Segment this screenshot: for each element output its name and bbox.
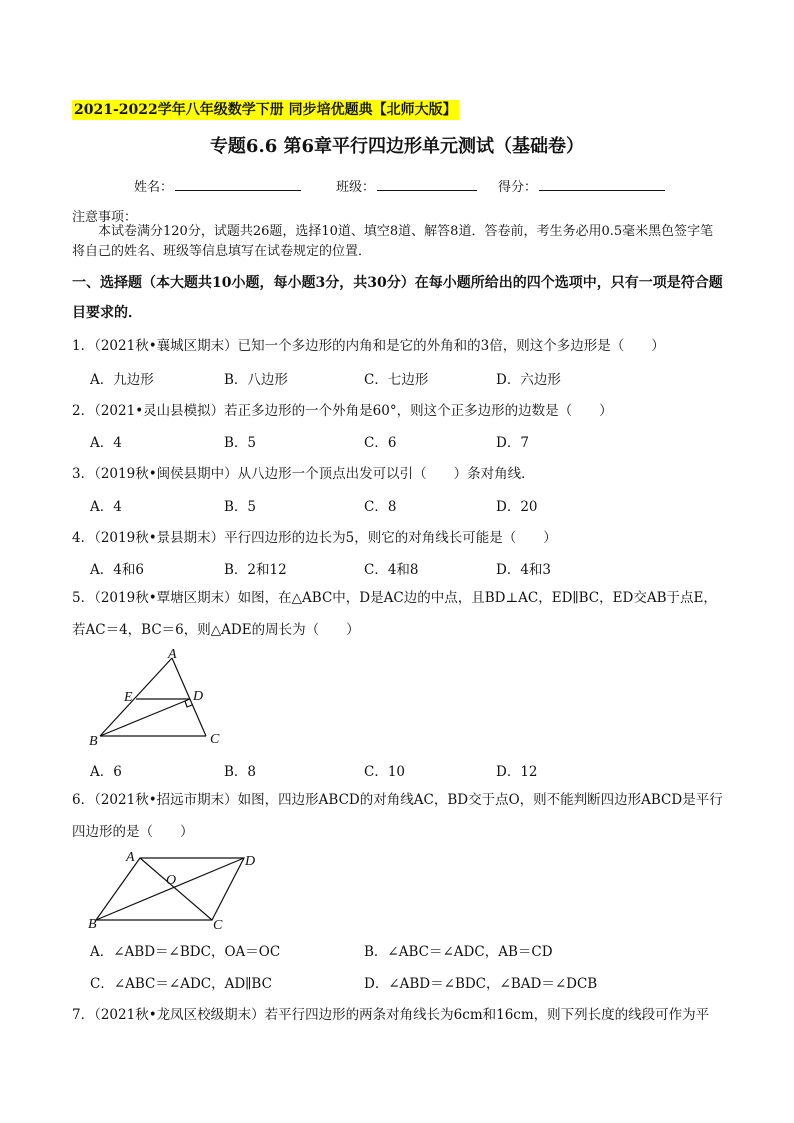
question-2 <box>72 399 613 419</box>
option-c: C．∠ABC＝∠ADC，AD∥BC <box>90 976 272 992</box>
option-a: A．九边形 <box>90 372 154 388</box>
class-field <box>336 176 477 195</box>
section-heading: 一、选择题（本大题共10小题，每小题3分，共30分）在每小题所给出的四个选项中，只有一项是符合题目要求的． <box>72 275 723 321</box>
class-label: 班级： <box>336 180 376 195</box>
question-number: 4． <box>72 530 95 546</box>
question-stem: 平行四边形的边长为5，则它的对角线长可能是（ ） <box>224 530 557 546</box>
notes-body: 本试卷满分120分，试题共26题，选择10道、填空8道、解答8道．答卷前，考生务必用0.5毫米黑色签字笔将自己的姓名、班级等信息填写在试卷规定的位置． <box>72 224 714 259</box>
option-c: C．七边形 <box>364 372 429 388</box>
diagonal-ac <box>140 858 212 920</box>
question-6 <box>72 784 726 848</box>
option-d: D．4和3 <box>496 562 552 578</box>
question-5 <box>72 582 726 646</box>
question-number: 5． <box>72 590 95 606</box>
label-a: A <box>126 850 135 865</box>
option-b: B．5 <box>224 435 257 451</box>
label-b: B <box>89 734 98 749</box>
option-d: D．∠ABD＝∠BDC，∠BAD＝∠DCB <box>364 976 598 992</box>
option-d: D．六边形 <box>496 372 561 388</box>
score-field <box>498 176 665 195</box>
notes-heading: 注意事项： <box>72 210 138 225</box>
option-c: C．4和8 <box>364 562 419 578</box>
option-c: C．10 <box>364 764 406 780</box>
series-banner: 2021-2022学年八年级数学下册 同步培优题典【北师大版】 <box>74 102 457 118</box>
label-d: D <box>193 689 204 704</box>
question-number: 3． <box>72 466 95 482</box>
question-number: 6． <box>72 792 95 808</box>
label-o: O <box>166 873 177 888</box>
class-blank <box>377 180 477 191</box>
question-1 <box>72 334 665 354</box>
option-d: D．7 <box>496 435 529 451</box>
name-field <box>134 176 301 195</box>
option-b: B．8 <box>224 764 257 780</box>
option-b: B．5 <box>224 499 257 515</box>
option-a: A．4和6 <box>90 562 144 578</box>
score-label: 得分： <box>498 180 538 195</box>
question-stem: 如图，四边形ABCD的对角线AC，BD交于点O，则不能判断四边形ABCD是平行四边形的是（ ） <box>72 792 723 840</box>
question-source: （2019秋•闽侯县期中） <box>94 466 238 482</box>
option-b: B．2和12 <box>224 562 287 578</box>
segment-ab <box>100 658 172 736</box>
option-d: D．12 <box>496 764 538 780</box>
score-blank <box>539 180 665 191</box>
segment-bd <box>100 699 190 736</box>
option-b: B．八边形 <box>224 372 288 388</box>
name-label: 姓名： <box>134 180 174 195</box>
question-number: 1． <box>72 338 95 354</box>
question-source: （2019秋•覃塘区期末） <box>94 590 238 606</box>
question-source: （2021秋•襄城区期末） <box>94 338 238 354</box>
label-e: E <box>124 690 133 705</box>
option-c: C．8 <box>364 499 397 515</box>
parallelogram-figure <box>82 844 272 934</box>
option-c: C．6 <box>364 435 397 451</box>
question-source: （2021秋•龙凤区校级期末） <box>94 1007 265 1023</box>
triangle-figure <box>84 644 244 752</box>
page-title: 专题6.6 第6章平行四边形单元测试（基础卷） <box>209 136 585 157</box>
question-stem: 如图，在△ABC中，D是AC边的中点，且BD⊥AC，ED∥BC，ED交AB于点E，若AC＝4，BC＝6，则△ADE的周长为（ ） <box>72 590 717 638</box>
label-c: C <box>210 732 220 747</box>
label-a: A <box>168 647 177 662</box>
question-source: （2019秋•景县期末） <box>94 530 225 546</box>
label-d: D <box>245 854 256 869</box>
option-a: A．4 <box>90 499 122 515</box>
question-source: （2021•灵山县模拟） <box>94 403 225 419</box>
option-a: A．4 <box>90 435 122 451</box>
question-stem: 已知一个多边形的内角和是它的外角和的3倍，则这个多边形是（ ） <box>237 338 665 354</box>
option-a: A．6 <box>90 764 122 780</box>
question-3 <box>72 462 535 482</box>
label-b: B <box>88 917 97 932</box>
option-a: A．∠ABD＝∠BDC，OA＝OC <box>90 944 281 960</box>
question-stem: 从八边形一个顶点出发可以引（ ）条对角线． <box>237 466 535 482</box>
name-blank <box>175 180 301 191</box>
question-number: 2． <box>72 403 95 419</box>
option-d: D．20 <box>496 499 538 515</box>
question-stem: 若正多边形的一个外角是60°，则这个正多边形的边数是（ ） <box>224 403 613 419</box>
question-source: （2021秋•招远市期末） <box>94 792 238 808</box>
question-number: 7． <box>72 1007 95 1023</box>
question-7 <box>72 1003 709 1023</box>
label-c: C <box>213 918 223 933</box>
option-b: B．∠ABC＝∠ADC，AB＝CD <box>364 944 553 960</box>
question-stem: 若平行四边形的两条对角线长为6cm和16cm，则下列长度的线段可作为平 <box>264 1007 710 1023</box>
question-4 <box>72 526 557 546</box>
